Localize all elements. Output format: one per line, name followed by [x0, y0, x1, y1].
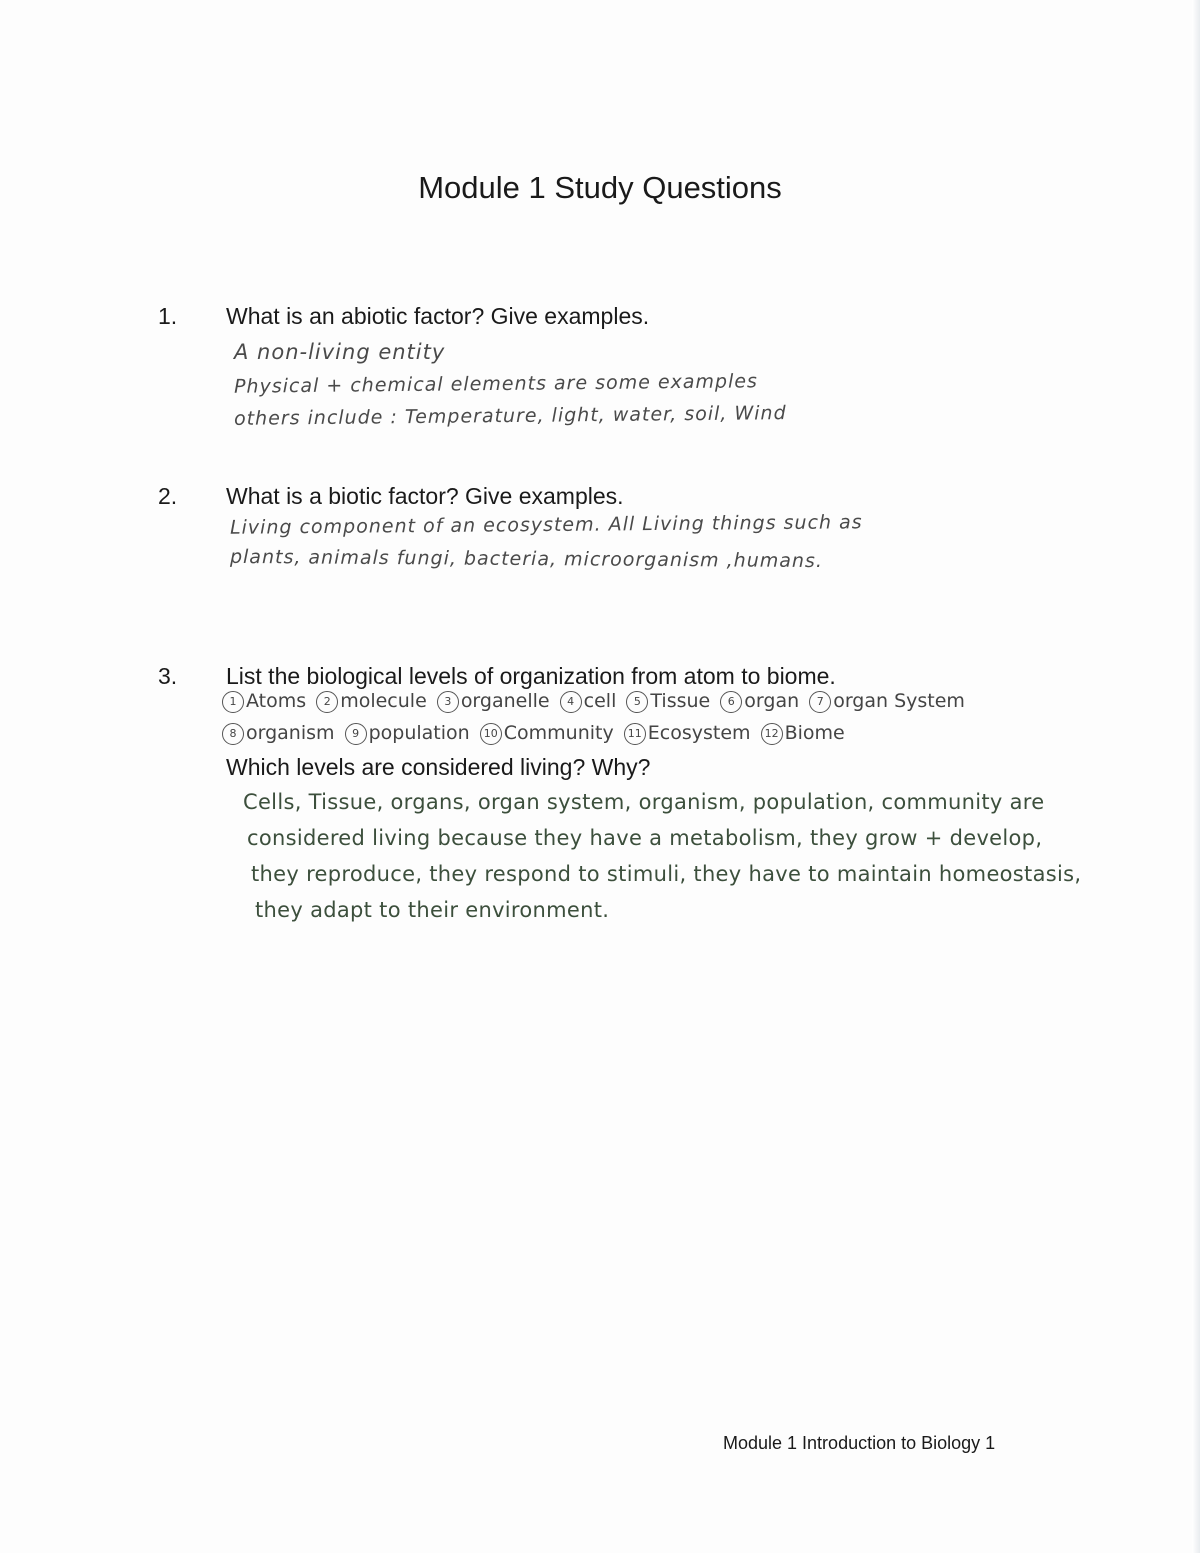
level-label: organelle [460, 690, 550, 712]
question-3-subquestion: Which levels are considered living? Why? [226, 754, 651, 780]
level-label: Tissue [650, 690, 711, 712]
level-number: 4 [560, 691, 582, 713]
level-number: 9 [345, 723, 367, 745]
level-number: 5 [626, 691, 648, 713]
level-item [222, 690, 306, 712]
level-item [560, 690, 617, 712]
level-number: 12 [761, 723, 783, 745]
answer-3-line-2: considered living because they have a metabolism, they grow + develop, [247, 826, 1043, 850]
level-number: 10 [480, 723, 502, 745]
level-item [437, 690, 550, 712]
answer-2-line-1: Living component of an ecosystem. All Living things such as [229, 511, 863, 539]
level-number: 1 [222, 691, 244, 713]
level-number: 8 [222, 723, 244, 745]
level-label: organ System [833, 690, 965, 712]
level-label: Community [503, 722, 614, 744]
question-1-text: What is an abiotic factor? Give examples. [226, 303, 650, 329]
level-number: 6 [720, 691, 742, 713]
level-label: Atoms [246, 690, 307, 712]
question-3-text: List the biological levels of organization from atom to biome. [226, 663, 836, 689]
question-1-number: 1. [158, 303, 178, 329]
answer-3-line-3: they reproduce, they respond to stimuli, they have to maintain homeostasis, [251, 862, 1082, 886]
level-item [809, 690, 965, 712]
level-label: population [368, 722, 470, 744]
scan-edge [1192, 0, 1200, 1553]
level-number: 11 [624, 723, 646, 745]
level-label: Biome [784, 722, 845, 744]
level-label: organ [744, 690, 800, 712]
level-number: 2 [316, 691, 338, 713]
answer-3-line-1: Cells, Tissue, organs, organ system, organism, population, community are [243, 790, 1045, 814]
answer-1-line-2: Physical + chemical elements are some examples [233, 370, 759, 398]
answer-3-line-4: they adapt to their environment. [255, 898, 610, 922]
question-2-text: What is a biotic factor? Give examples. [226, 483, 624, 509]
levels-row-2 [222, 722, 849, 745]
level-item [222, 722, 335, 744]
levels-row-1 [222, 690, 969, 713]
level-number: 7 [809, 691, 831, 713]
answer-1-line-3: others include : Temperature, light, water, soil, Wind [233, 402, 787, 430]
level-item [480, 722, 614, 744]
page-footer: Module 1 Introduction to Biology 1 [723, 1433, 996, 1453]
level-item [720, 690, 799, 712]
page-title: Module 1 Study Questions [418, 170, 782, 205]
level-label: molecule [340, 690, 427, 712]
answer-1-line-1: A non-living entity [234, 340, 446, 364]
level-item [626, 690, 710, 712]
level-item [345, 722, 470, 744]
level-label: cell [583, 690, 617, 712]
answer-2-line-2: plants, animals fungi, bacteria, microorganism ,humans. [229, 545, 823, 573]
level-item [624, 722, 751, 744]
question-3-number: 3. [158, 663, 178, 689]
level-label: Ecosystem [647, 722, 751, 744]
level-item [761, 722, 845, 744]
level-label: organism [246, 722, 335, 744]
level-item [316, 690, 427, 712]
level-number: 3 [437, 691, 459, 713]
question-2-number: 2. [158, 483, 178, 509]
